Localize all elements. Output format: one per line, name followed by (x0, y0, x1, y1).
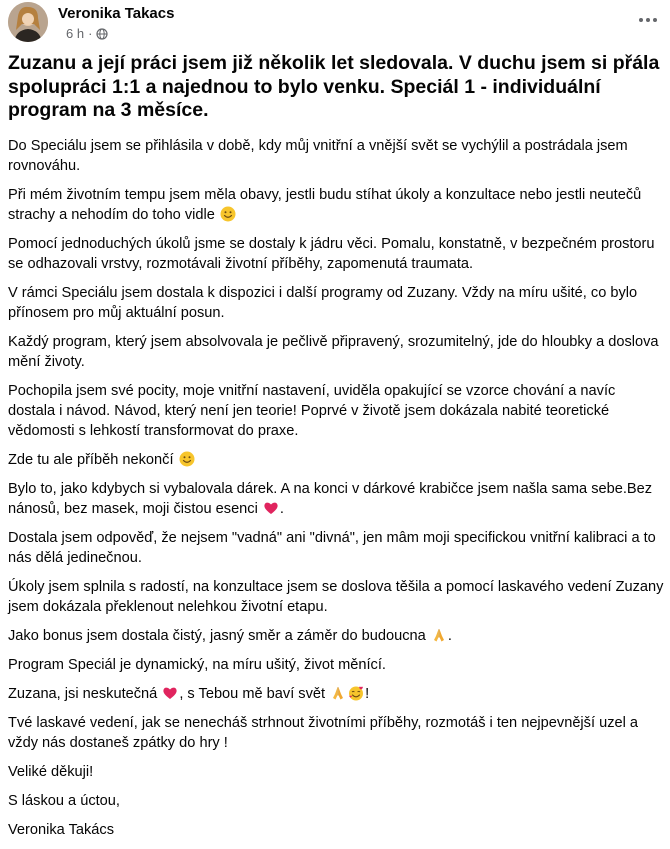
paragraph-text: Program Speciál je dynamický, na míru ušitý, život měnící. (8, 657, 386, 673)
paragraph-text: Pomocí jednoduchých úkolů jsme se dostaly k jádru věci. Pomalu, konstatně, v bezpečném prostoru se odhazovali vrstvy, rozmotávali životní příběhy, zapomenutá traumata. (8, 236, 655, 272)
post-paragraph (8, 820, 664, 840)
globe-icon[interactable] (96, 28, 108, 40)
paragraph-text: Bylo to, jako kdybych si vybalovala dárek. A na konci v dárkové krabičce jsem našla sama sebe.Bez nánosů, bez masek, moji čistou esenci (8, 481, 653, 517)
post-body (8, 136, 664, 849)
folded-hands-emoji-icon (330, 685, 346, 701)
paragraph-text: Pochopila jsem své pocity, moje vnitřní nastavení, uviděla opakující se vzorce chování a navíc dostala i návod. Návod, který není jen teorie! Poprvé v životě jsem dokázala nabité teoretické vědomosti s lehkostí transformovat do praxe. (8, 383, 616, 439)
post-paragraph (8, 684, 664, 704)
post-title: Zuzanu a její práci jsem již několik let sledovala. V duchu jsem si přála spolupráci 1:1 a najednou to bylo venku. Speciál 1 - individuální program na 3 měsíce. (8, 52, 660, 121)
post-time[interactable]: 6 h (66, 26, 85, 41)
smile-emoji-icon (179, 451, 195, 467)
post-paragraph (8, 185, 664, 225)
post-paragraph (8, 713, 664, 753)
paragraph-text: Veronika Takács (8, 822, 115, 838)
paragraph-text: V rámci Speciálu jsem dostala k dispozici i další programy od Zuzany. Vždy na míru ušité, co bylo přínosem pro můj aktuální posun. (8, 285, 638, 321)
post-paragraph (8, 283, 664, 323)
paragraph-text: Dostala jsem odpověď, že nejsem "vadná" ani "divná", jen mâm moji specifickou vnitřní kalibraci a to nás dělá jedinečnou. (8, 530, 656, 566)
post-paragraph (8, 136, 664, 176)
post-paragraph (8, 450, 664, 470)
paragraph-text: Zde tu ale příběh nekončí (8, 452, 178, 468)
smile-emoji-icon (220, 206, 236, 222)
post-paragraph (8, 528, 664, 568)
paragraph-text: Úkoly jsem splnila s radostí, na konzultace jsem se doslova těšila a pomocí laskavého vedení Zuzany jsem dokázala překlenout nelehkou životní etapu. (8, 579, 664, 615)
paragraph-text: Veliké děkuji! (8, 764, 94, 780)
post-header (8, 2, 662, 46)
paragraph-text: , s Tebou mě baví svět (179, 686, 330, 702)
author-name[interactable]: Veronika Takacs (58, 5, 175, 22)
post-paragraph (8, 626, 664, 646)
paragraph-text: Při mém životním tempu jsem měla obavy, jestli budu stíhat úkoly a konzultace nebo jestli neutečů strachy a nehodím do toho vidle (8, 187, 642, 223)
post-paragraph (8, 762, 664, 782)
paragraph-text: Každý program, který jsem absolvovala je pečlivě připravený, srozumitelný, jde do hloubky a doslova mění životy. (8, 334, 659, 370)
folded-hands-emoji-icon (431, 627, 447, 643)
post-paragraph (8, 479, 664, 519)
red-heart-emoji-icon (263, 500, 279, 516)
red-heart-emoji-icon (162, 685, 178, 701)
post-paragraph (8, 332, 664, 372)
post-paragraph (8, 655, 664, 675)
paragraph-text: ! (365, 686, 370, 702)
paragraph-text: Zuzana, jsi neskutečná (8, 686, 162, 702)
post-paragraph (8, 577, 664, 617)
smiling-face-with-hearts-emoji-icon (348, 685, 364, 701)
paragraph-text: Jako bonus jsem dostala čistý, jasný směr a záměr do budoucna (8, 628, 430, 644)
post-paragraph (8, 234, 664, 274)
post-paragraph (8, 381, 664, 441)
paragraph-text: Tvé laskavé vedení, jak se nenecháš strhnout životními příběhy, rozmotáš i ten nejpevnější uzel a vždy nás dostaneš zpátky do hry ! (8, 715, 639, 751)
paragraph-text: . (447, 628, 452, 644)
meta-separator: · (88, 26, 93, 41)
post-meta (66, 26, 108, 41)
paragraph-text: . (279, 501, 284, 517)
more-options-icon[interactable] (634, 10, 662, 30)
paragraph-text: Do Speciálu jsem se přihlásila v době, kdy můj vnitřní a vnější svět se vychýlil a postrádala jsem rovnováhu. (8, 138, 628, 174)
post-paragraph (8, 791, 664, 811)
paragraph-text: S láskou a úctou, (8, 793, 120, 809)
avatar[interactable] (8, 2, 48, 42)
